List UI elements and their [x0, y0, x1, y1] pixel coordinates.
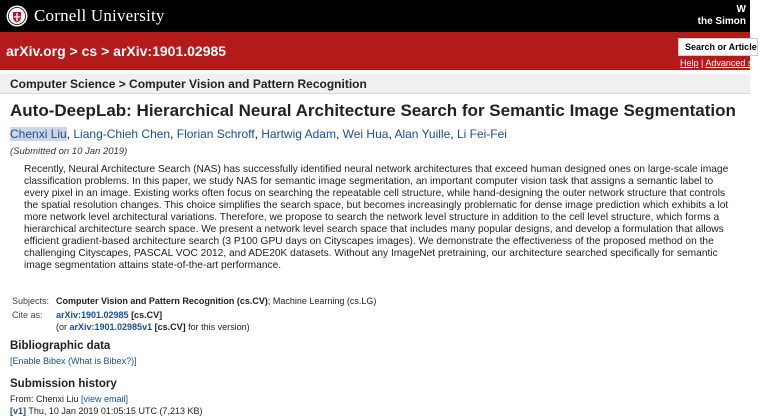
paper-id-crumb: arXiv:1901.02985 — [113, 43, 227, 59]
arxiv-home-link[interactable]: arXiv.org — [6, 43, 66, 59]
author-link[interactable]: Alan Yuille — [394, 127, 451, 141]
view-email-link[interactable]: [view email] — [81, 394, 129, 404]
top-header — [0, 0, 750, 32]
subject-breadcrumb: Computer Science > Computer Vision and Pattern Recognition — [10, 77, 367, 91]
affiliation-line-1: W — [736, 4, 746, 15]
primary-subject: Computer Vision and Pattern Recognition (cs.CV) — [56, 296, 268, 306]
banner-breadcrumb — [6, 43, 226, 59]
subjects-value — [56, 295, 376, 307]
cite-or-text: (or — [56, 322, 70, 332]
cite-tail-text: for this version) — [185, 322, 250, 332]
bibex-close: )] — [131, 356, 137, 366]
version-v1-link[interactable]: [v1] — [10, 406, 27, 416]
metadata-table — [10, 293, 378, 335]
cite-label: Cite as: — [12, 310, 43, 320]
history-version-line — [10, 406, 202, 416]
subjects-row — [12, 295, 376, 307]
link-separator: | — [698, 58, 706, 68]
author-link[interactable]: Chenxi Liu — [10, 127, 67, 141]
affiliation-line-2: the Simon — [697, 16, 746, 27]
bibliographic-heading: Bibliographic data — [10, 340, 111, 352]
version-v1-details: Thu, 10 Jan 2019 01:05:15 UTC (7,213 KB) — [26, 406, 203, 416]
breadcrumb-separator: > — [65, 43, 82, 59]
affiliation-text — [698, 4, 746, 28]
search-input[interactable]: Search or Article — [678, 38, 758, 56]
cornell-wordmark[interactable]: Cornell University — [34, 6, 165, 25]
abstract-text: Recently, Neural Architecture Search (NAS) has successfully identified neural network architectures that exceed human designed ones on large-scale image classification problems. In this paper, we study NAS for semantic image segmentation, an important computer vision task that assigns a semantic label to every pixel in an image. Existing works often focus on searching the repeatable cell structure, while hand-designing the outer network structure that controls the spatial resolution changes. This choice simplifies the search space, but becomes increasingly problematic for dense image prediction which exhibits a lot more network level architectural variations. Therefore, we propose to search the network level structure in addition to the cell level structure, which forms a hierarchical architecture search space. We present a network level search space that includes many popular designs, and develop a formulation that allows efficient gradient-based architecture search (3 P100 GPU days on Cityscapes images). We demonstrate the effectiveness of the proposed method on the challenging Cityscapes, PASCAL VOC 2012, and ADE20K datasets. Without any ImageNet pretraining, our architecture searched specifically for semantic image segmentation attains state-of-the-art performance. — [24, 164, 729, 271]
search-help-links — [680, 58, 762, 68]
from-text: From: Chenxi Liu — [10, 394, 82, 404]
author-link[interactable]: Li Fei-Fei — [456, 127, 507, 141]
arxiv-banner — [0, 32, 750, 70]
cite-v1-link[interactable]: arXiv:1901.02985v1 — [69, 322, 153, 332]
cite-value — [56, 309, 376, 333]
author-link[interactable]: Wei Hua — [342, 127, 389, 141]
cs-category-link[interactable]: cs — [81, 43, 98, 59]
history-from-line — [10, 394, 128, 404]
cite-v1-category: [cs.CV] — [152, 322, 186, 332]
author-link[interactable]: Hartwig Adam — [261, 127, 336, 141]
author-link[interactable]: Liang-Chieh Chen — [73, 127, 171, 141]
subjects-label: Subjects: — [12, 296, 50, 306]
secondary-subject: ; Machine Learning (cs.LG) — [267, 296, 377, 306]
subject-header — [0, 74, 750, 94]
cite-row — [12, 309, 376, 333]
author-list: Chenxi Liu, Liang-Chieh Chen, Florian Schroff, Hartwig Adam, Wei Hua, Alan Yuille, Li Fei-Fei — [10, 127, 507, 141]
cornell-seal-icon[interactable] — [6, 5, 28, 27]
enable-bibex-link[interactable]: [Enable Bibex ( — [10, 356, 72, 366]
bibex-toggle — [10, 356, 137, 366]
cite-category: [cs.CV] — [128, 310, 163, 320]
help-link[interactable]: Help — [680, 58, 699, 68]
breadcrumb-separator: > — [97, 43, 114, 59]
paper-title: Auto-DeepLab: Hierarchical Neural Architecture Search for Semantic Image Segmentation — [10, 101, 736, 120]
submission-history-heading: Submission history — [10, 378, 117, 390]
submission-date: (Submitted on 10 Jan 2019) — [10, 146, 128, 157]
author-link[interactable]: Florian Schroff — [176, 127, 255, 141]
advanced-search-link[interactable]: Advanced sea — [705, 58, 762, 68]
what-is-bibex-link[interactable]: What is Bibex? — [71, 356, 132, 366]
cite-id-link[interactable]: arXiv:1901.02985 — [56, 310, 129, 320]
